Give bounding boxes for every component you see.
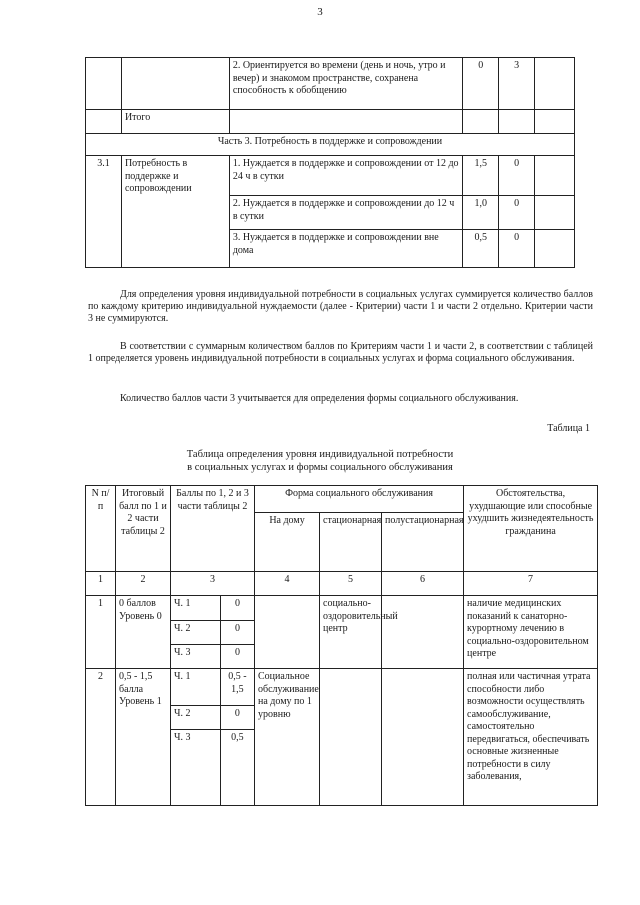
semistationary-cell [382, 669, 464, 806]
parts-cell [171, 669, 255, 806]
home-cell [255, 596, 320, 669]
paragraph-scoring: Для определения уровня индивидуальной потребности в социальных услугах суммируется количество баллов по каждому критерию индивидуальной нуждаемости (далее - Критерии) части 1 и части 2 отдельно. Критерии части 3 не суммируются. [88, 289, 593, 324]
score2-cell: 0 [499, 156, 535, 196]
table-row [86, 134, 575, 156]
page-number: 3 [317, 6, 323, 18]
description-cell: 3. Нуждается в поддержке и сопровождении вне дома [229, 230, 462, 268]
header-form: Форма социального обслуживания [255, 486, 464, 513]
header-parts: Баллы по 1, 2 и 3 части таблицы 2 [171, 486, 255, 572]
total-cell: 0,5 - 1,5 балла Уровень 1 [116, 669, 171, 806]
score1-cell: 1,0 [463, 196, 499, 230]
col-number: 1 [86, 572, 116, 596]
row-num-cell [86, 110, 122, 134]
part-value: 0 [220, 596, 254, 620]
criterion-cell: Потребность в поддержке и сопровождении [121, 156, 229, 268]
parts-subtable [171, 669, 254, 805]
circumstances-cell: полная или частичная утрата способности либо возможности осуществлять самообслуживание, самостоятельно передвигаться, обеспечивать основные жизненные потребности в силу заболевания, [464, 669, 598, 806]
empty-cell [535, 230, 575, 268]
col-number: 2 [116, 572, 171, 596]
part-value: 0,5 - 1,5 [220, 669, 254, 705]
table-row [86, 669, 598, 806]
total-label-cell: Итого [121, 110, 229, 134]
description-cell: 1. Нуждается в поддержке и сопровождении от 12 до 24 ч в сутки [229, 156, 462, 196]
part3-header: Часть 3. Потребность в поддержке и сопровождении [86, 134, 575, 156]
part-label: Ч. 1 [171, 596, 220, 620]
paragraph-level: В соответствии с суммарным количеством баллов по Критериям части 1 и части 2, в соответствии с таблицей 1 определяется уровень индивидуальной потребности в социальных услугах и форма социального обслуживания. [88, 341, 593, 364]
score2-cell [499, 110, 535, 134]
home-cell: Социальное обслуживание на дому по 1 уровню [255, 669, 320, 806]
paragraph-part3: Количество баллов части 3 учитывается для определения формы социального обслуживания. [120, 393, 519, 404]
criteria-table-continuation [85, 57, 575, 268]
score1-cell: 0 [463, 58, 499, 110]
description-cell [229, 110, 462, 134]
table-label: Таблица 1 [547, 423, 590, 434]
description-cell: 2. Ориентируется во времени (день и ночь, утро и вечер) и знакомом пространстве, сохранена способность к обобщению [229, 58, 462, 110]
col-number: 7 [464, 572, 598, 596]
col-number: 5 [320, 572, 382, 596]
criterion-cell [121, 58, 229, 110]
row-num-cell: 1 [86, 596, 116, 669]
parts-subtable [171, 596, 254, 668]
header-row [86, 486, 598, 513]
semistationary-cell [382, 596, 464, 669]
header-circumstances: Обстоятельства, ухудшающие или способные ухудшить жизнедеятельность гражданина [464, 486, 598, 572]
part-label: Ч. 1 [171, 669, 220, 705]
circumstances-cell: наличие медицинских показаний к санаторно-курортному лечению в социально-оздоровительном центре [464, 596, 598, 669]
score2-cell: 0 [499, 230, 535, 268]
stationary-cell [320, 669, 382, 806]
header-stationary: стационарная [320, 513, 382, 572]
table-title-line1: Таблица определения уровня индивидуальной потребности [186, 449, 454, 460]
part-value: 0,5 [220, 729, 254, 805]
part-value: 0 [220, 620, 254, 644]
score1-cell: 0,5 [463, 230, 499, 268]
score1-cell [463, 110, 499, 134]
col-number: 6 [382, 572, 464, 596]
header-total: Итоговый балл по 1 и 2 части таблицы 2 [116, 486, 171, 572]
header-semistationary: полустационарная [382, 513, 464, 572]
row-num-cell [86, 58, 122, 110]
empty-cell [535, 196, 575, 230]
score2-cell: 3 [499, 58, 535, 110]
empty-cell [535, 58, 575, 110]
header-num: N п/п [86, 486, 116, 572]
row-num-cell: 3.1 [86, 156, 122, 268]
level-table [85, 485, 598, 806]
total-cell: 0 баллов Уровень 0 [116, 596, 171, 669]
column-number-row [86, 572, 598, 596]
table-title-line2: в социальных услугах и формы социального обслуживания [187, 462, 453, 473]
score1-cell: 1,5 [463, 156, 499, 196]
table-row [86, 156, 575, 196]
stationary-cell: социально-оздоровительный центр [320, 596, 382, 669]
table-row [86, 110, 575, 134]
part-label: Ч. 3 [174, 646, 191, 658]
part-value: 0 [220, 705, 254, 729]
table-row [86, 596, 598, 669]
col-number: 4 [255, 572, 320, 596]
part-value: 0 [220, 644, 254, 668]
empty-cell [535, 156, 575, 196]
header-home: На дому [255, 513, 320, 572]
empty-cell [535, 110, 575, 134]
part-label: Ч. 3 [174, 731, 191, 743]
part-label: Ч. 2 [171, 620, 220, 644]
part-label: Ч. 2 [171, 705, 220, 729]
description-cell: 2. Нуждается в поддержке и сопровождении до 12 ч в сутки [229, 196, 462, 230]
row-num-cell: 2 [86, 669, 116, 806]
score2-cell: 0 [499, 196, 535, 230]
col-number: 3 [171, 572, 255, 596]
parts-cell [171, 596, 255, 669]
table-row [86, 58, 575, 110]
